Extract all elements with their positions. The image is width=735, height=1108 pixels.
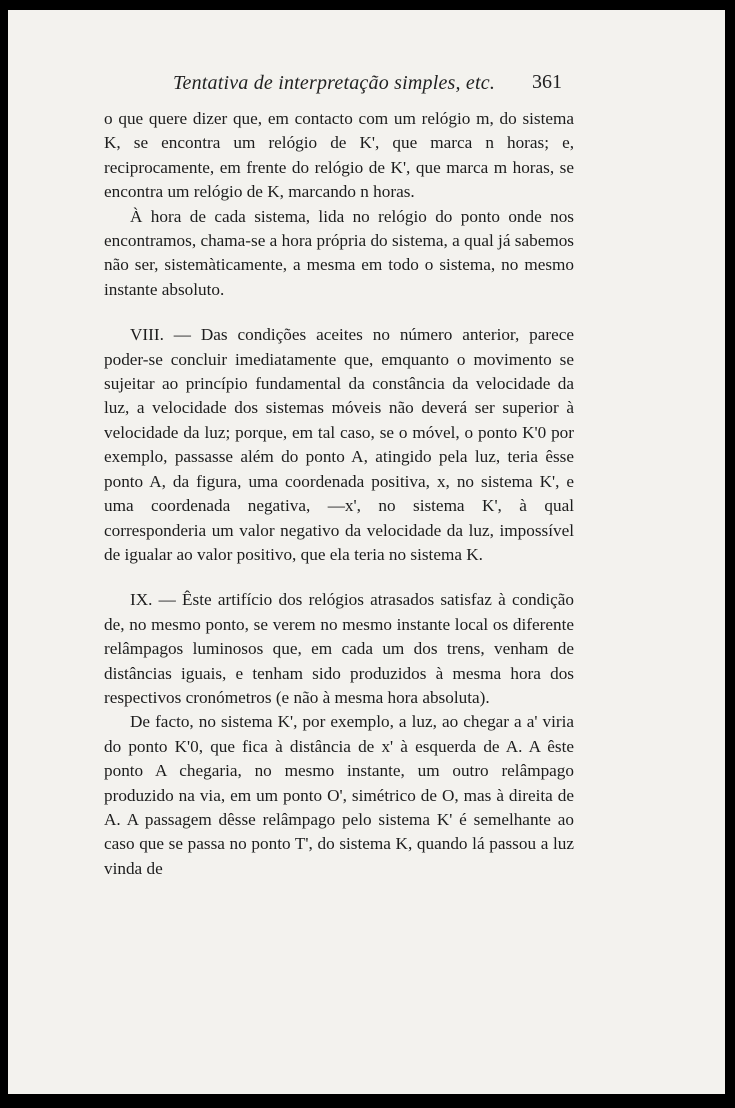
section-viii-paragraph: VIII. — Das condições aceites no número anterior, parece poder-se concluir imediatamente que, emquanto o movimento se sujeitar ao princípio fundamental da constância da velocidade da luz, a velocidade dos sistemas móveis não deverá ser superior à velocidade da luz; porque, em tal caso, se o móvel, o ponto K'0 por exemplo, passasse além do ponto A, atingido pela luz, teria êsse ponto A, da figura, uma coordenada positiva, x, no sistema K', e uma coordenada negativa, —x', no sistema K', à qual corresponderia um valor negativo da velocidade da luz, impossível de igualar ao valor positivo, que ela teria no sistema K. bbox=[104, 325, 574, 564]
page-number: 361 bbox=[532, 71, 562, 93]
running-title: Tentativa de interpretação simples, etc. bbox=[173, 72, 496, 94]
book-page bbox=[8, 10, 725, 1094]
page-header bbox=[8, 72, 725, 102]
paragraph: De facto, no sistema K', por exemplo, a luz, ao chegar a a' viria do ponto K'0, que fica à distância de x' à esquerda de A. A êste ponto A chegaria, no mesmo instante, um outro relâmpago produzido na via, em um ponto O', simétrico de O, mas à direita de A. A passagem dêsse relâmpago pelo sistema K' é semelhante ao caso que se passa no ponto T', do sistema K, quando lá passou a luz vinda de bbox=[104, 712, 574, 878]
paragraph: o que quere dizer que, em contacto com um relógio m, do sistema K, se encontra um relógio de K', que marca n horas; e, reciprocamente, em frente do relógio de K', que marca m horas, se encontra um relógio de K, marcando n horas. bbox=[104, 109, 574, 202]
paragraph: À hora de cada sistema, lida no relógio do ponto onde nos encontramos, chama-se a hora própria do sistema, a qual já sabemos não ser, sistemàticamente, a mesma em todo o sistema, no mesmo instante absoluto. bbox=[104, 206, 574, 299]
body-text bbox=[104, 107, 574, 881]
section-ix-paragraph: IX. — Êste artifício dos relógios atrasados satisfaz à condição de, no mesmo ponto, se verem no mesmo instante local os diferente relâmpagos luminosos que, em cada um dos trens, venham de distâncias iguais, e tenham sido produzidos à mesma hora dos respectivos cronómetros (e não à mesma hora absoluta). bbox=[104, 590, 574, 707]
